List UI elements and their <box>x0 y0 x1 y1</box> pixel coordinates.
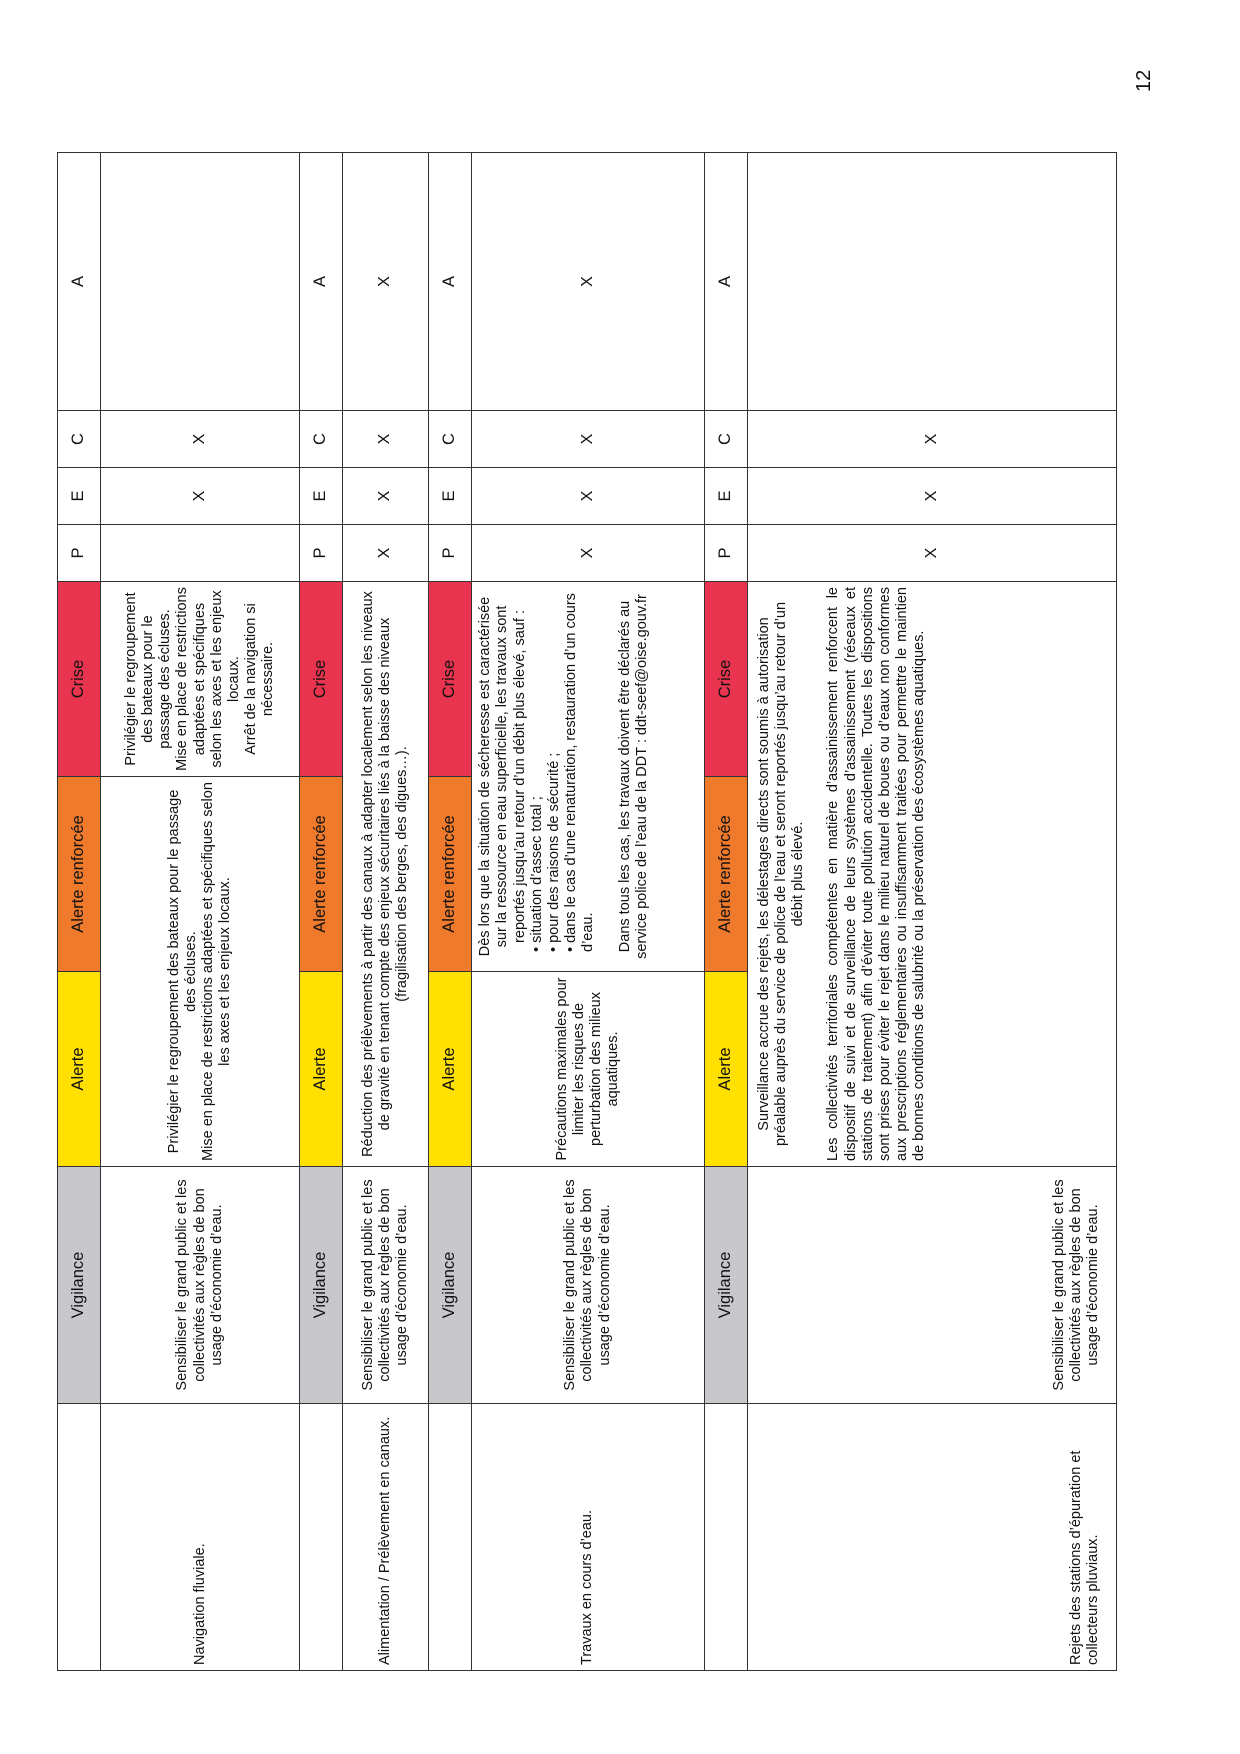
table-row <box>472 153 704 1671</box>
travaux-e: X <box>472 468 704 525</box>
travaux-exceptions-list <box>529 587 597 966</box>
rejets-text-2: Les collectivités territoriales compétentes en matière d’assainissement renforcent le dispositif de suivi et de surveillance de leurs systèmes d’assainissement (réseaux et stations de traitement) afin d’éviter toute pollution accidentelle. Toutes les dispositions sont prises pour éviter le rejet dans le milieu naturel de boues ou d’eaux non conformes aux prescriptions réglementaires ou insuffisamment traitées pour permettre le maintien de bonnes conditions de salubrité ou la préservation des écosystèmes aquatiques. <box>825 587 927 1161</box>
header-p: P <box>58 525 101 582</box>
header-crise: Crise <box>58 582 101 777</box>
rejets-text-1: Surveillance accrue des rejets, les délestages directs sont soumis à autorisation préalable auprès du service de police de l’eau et seront reportés jusqu’au retour d’un débit plus élevé. <box>756 601 807 1147</box>
travaux-c: X <box>472 411 704 468</box>
header-alerte-renforcee: Alerte renforcée <box>299 777 342 972</box>
header-c: C <box>58 411 101 468</box>
travaux-intro: Dès lors que la situation de sécheresse est caractérisée sur la ressource en eau superficielle, les travaux sont reportés jusqu’au retour d’un débit plus élevé, sauf : <box>477 596 528 957</box>
rejets-a <box>748 153 1117 411</box>
navigation-alerte-text-1: Privilégier le regroupement des bateaux pour le passage des écluses. <box>165 789 199 1154</box>
header-e: E <box>299 468 342 525</box>
travaux-p: X <box>472 525 704 582</box>
restrictions-table <box>57 152 1117 1671</box>
table-row <box>343 153 429 1671</box>
header-p: P <box>428 525 471 582</box>
navigation-crise <box>101 582 299 777</box>
travaux-alerte-renforcee-crise <box>472 582 704 972</box>
table-row <box>748 153 1117 1671</box>
navigation-alerte-renforcee <box>101 777 299 1167</box>
navigation-p <box>101 525 299 582</box>
alimentation-c: X <box>343 411 429 468</box>
rejets-alerte-crise <box>748 582 1117 1167</box>
header-row <box>299 153 342 1671</box>
header-vigilance: Vigilance <box>299 1167 342 1404</box>
travaux-vigilance: Sensibiliser le grand public et les collectivités aux règles de bon usage d’économie d’eau. <box>472 1167 704 1404</box>
navigation-crise-text-3: Arrêt de la navigation si nécessaire. <box>242 603 276 755</box>
header-crise: Crise <box>299 582 342 777</box>
travaux-alerte: Précautions maximales pour limiter les risques de perturbation des milieux aquatiques. <box>472 972 704 1167</box>
header-alerte: Alerte <box>299 972 342 1167</box>
header-row <box>58 153 101 1671</box>
header-p: P <box>704 525 747 582</box>
header-alerte-renforcee: Alerte renforcée <box>428 777 471 972</box>
header-alerte: Alerte <box>428 972 471 1167</box>
header-empty-cell <box>704 1404 747 1671</box>
header-e: E <box>58 468 101 525</box>
header-empty-cell <box>428 1404 471 1671</box>
alimentation-e: X <box>343 468 429 525</box>
alimentation-vigilance: Sensibiliser le grand public et les collectivités aux règles de bon usage d’économie d’eau. <box>343 1167 429 1404</box>
header-alerte: Alerte <box>704 972 747 1167</box>
row-label-navigation: Navigation fluviale. <box>101 1404 299 1671</box>
navigation-e: X <box>101 468 299 525</box>
header-e: E <box>428 468 471 525</box>
header-a: A <box>704 153 747 411</box>
row-label-travaux: Travaux en cours d’eau. <box>472 1404 704 1671</box>
header-row <box>428 153 471 1671</box>
row-label-alimentation: Alimentation / Prélèvement en canaux. <box>343 1404 429 1671</box>
header-crise: Crise <box>704 582 747 777</box>
navigation-a <box>101 153 299 411</box>
restrictions-table-rotated <box>57 153 1117 1671</box>
header-e: E <box>704 468 747 525</box>
rejets-vigilance: Sensibiliser le grand public et les collectivités aux règles de bon usage d’économie d’eau. <box>748 1167 1117 1404</box>
navigation-alerte-text-2: Mise en place de restrictions adaptées et spécifiques selon les axes et les enjeux locaux. <box>200 782 234 1161</box>
header-c: C <box>299 411 342 468</box>
navigation-crise-text-2: Mise en place de restrictions adaptées et spécifiques selon les axes et les enjeux locaux. <box>174 587 242 771</box>
navigation-crise-text-1: Privilégier le regroupement des bateaux pour le passage des écluses. <box>123 592 174 766</box>
header-crise: Crise <box>428 582 471 777</box>
list-item: • pour des raisons de sécurité ; <box>545 752 562 952</box>
row-label-rejets: Rejets des stations d’épuration et collecteurs pluviaux. <box>748 1404 1117 1671</box>
header-vigilance: Vigilance <box>704 1167 747 1404</box>
rejets-c: X <box>748 411 1117 468</box>
page-number: 12 <box>1133 69 1155 92</box>
header-c: C <box>704 411 747 468</box>
travaux-note: Dans tous les cas, les travaux doivent être déclarés au service police de l’eau de la DDT : ddt-seef@oise.gouv.fr <box>617 594 651 959</box>
header-a: A <box>428 153 471 411</box>
header-empty-cell <box>299 1404 342 1671</box>
table-row <box>101 153 299 1671</box>
travaux-a: X <box>472 153 704 411</box>
navigation-vigilance: Sensibiliser le grand public et les collectivités aux règles de bon usage d’économie d’eau. <box>101 1167 299 1404</box>
list-item: • situation d’assec total ; <box>528 796 545 952</box>
header-row <box>704 153 747 1671</box>
header-vigilance: Vigilance <box>428 1167 471 1404</box>
header-empty-cell <box>58 1404 101 1671</box>
alimentation-alerte-crise: Réduction des prélèvements à partir des canaux à adapter localement selon les niveaux de gravité en tenant compte des enjeux sécuritaires liés à la baisse des niveaux (fragilisation des berges, des digues…). <box>343 582 429 1167</box>
header-alerte-renforcee: Alerte renforcée <box>704 777 747 972</box>
alimentation-p: X <box>343 525 429 582</box>
header-alerte-renforcee: Alerte renforcée <box>58 777 101 972</box>
header-a: A <box>299 153 342 411</box>
navigation-c: X <box>101 411 299 468</box>
list-item: • dans le cas d’une renaturation, restauration d’un cours d’eau. <box>562 593 596 952</box>
header-c: C <box>428 411 471 468</box>
alimentation-a: X <box>343 153 429 411</box>
rejets-p: X <box>748 525 1117 582</box>
header-p: P <box>299 525 342 582</box>
header-alerte: Alerte <box>58 972 101 1167</box>
rejets-e: X <box>748 468 1117 525</box>
header-vigilance: Vigilance <box>58 1167 101 1404</box>
header-a: A <box>58 153 101 411</box>
